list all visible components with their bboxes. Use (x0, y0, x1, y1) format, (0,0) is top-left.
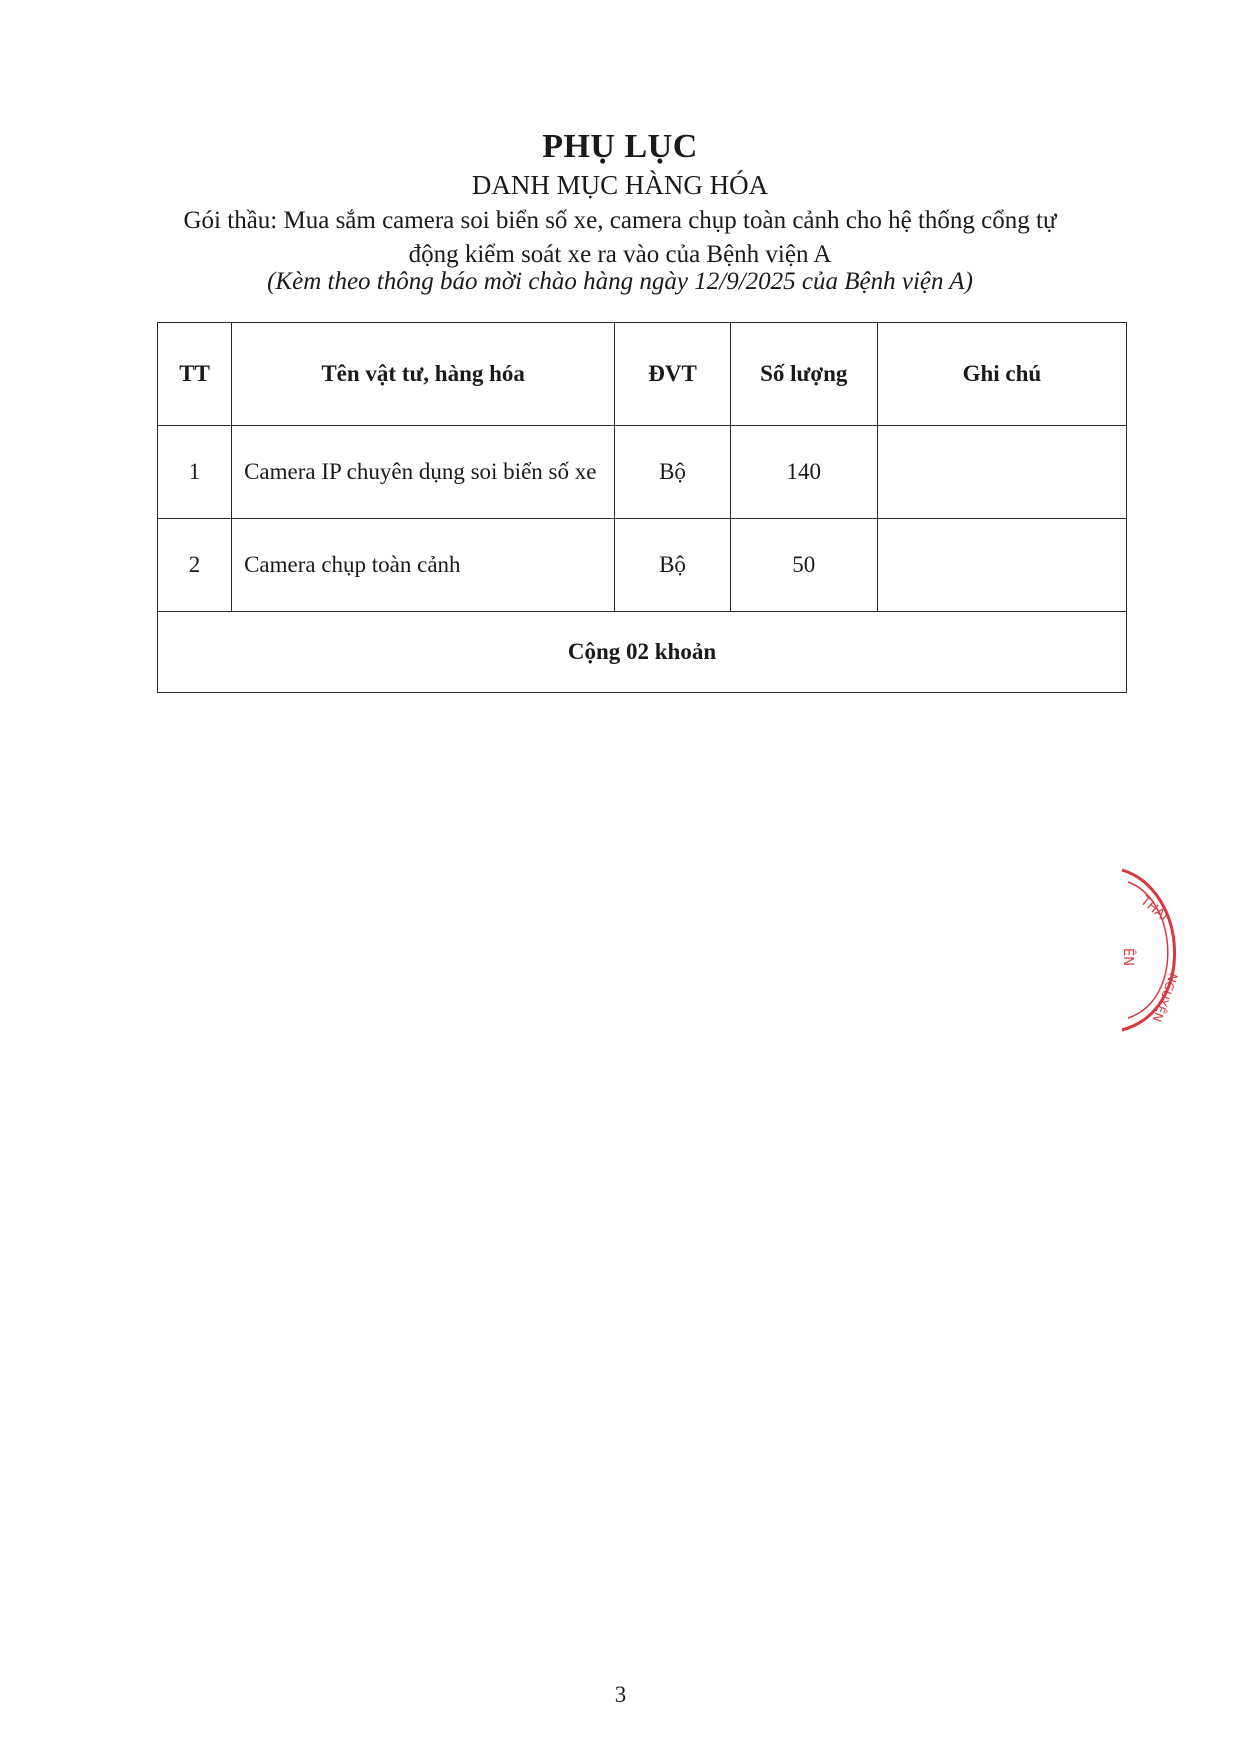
row-quantity: 50 (730, 519, 877, 612)
row-tt: 2 (158, 519, 232, 612)
table-row (158, 426, 1127, 519)
svg-text:THÁI: THÁI (1137, 893, 1171, 925)
row-tt: 1 (158, 426, 232, 519)
header-tt: TT (158, 323, 232, 426)
package-line-2: động kiểm soát xe ra vào của Bệnh viện A (408, 241, 832, 268)
row-quantity: 140 (730, 426, 877, 519)
page-subtitle: DANH MỤC HÀNG HÓA (471, 170, 769, 200)
total-label: Cộng 02 khoản (158, 612, 1127, 693)
page-number: 3 (614, 1682, 627, 1707)
red-seal-stamp (1118, 860, 1198, 1040)
row-name: Camera chụp toàn cảnh (232, 519, 615, 612)
svg-text:ÊN: ÊN (1120, 948, 1135, 966)
package-line-1: Gói thầu: Mua sắm camera soi biển số xe, camera chụp toàn cảnh cho hệ thống cổng tự (183, 207, 1057, 234)
attachment-note: (Kèm theo thông báo mời chào hàng ngày 12/9/2025 của Bệnh viện A) (267, 268, 973, 295)
total-row (158, 612, 1127, 693)
goods-table (157, 322, 1127, 693)
svg-text:NGUYÊN: NGUYÊN (1149, 970, 1181, 1024)
page-title: PHỤ LỤC (542, 128, 698, 165)
package-description (120, 204, 1120, 272)
row-remarks (877, 426, 1126, 519)
header-quantity: Số lượng (730, 323, 877, 426)
row-unit: Bộ (615, 426, 731, 519)
row-name: Camera IP chuyên dụng soi biển số xe (232, 426, 615, 519)
header-unit: ĐVT (615, 323, 731, 426)
table-row (158, 519, 1127, 612)
row-remarks (877, 519, 1126, 612)
header-remarks: Ghi chú (877, 323, 1126, 426)
header-name: Tên vật tư, hàng hóa (232, 323, 615, 426)
row-unit: Bộ (615, 519, 731, 612)
table-header-row (158, 323, 1127, 426)
